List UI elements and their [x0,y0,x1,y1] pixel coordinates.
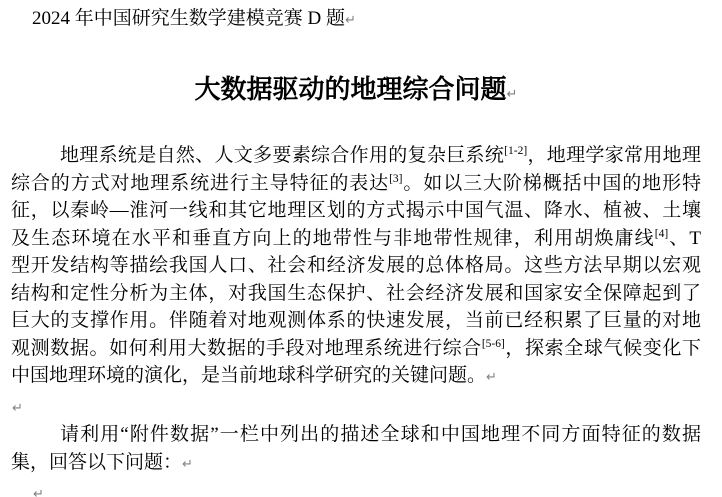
paragraph-mark-icon: ↵ [12,401,23,416]
body-text: ，地理学家常用地理 [527,145,701,166]
body-text: 中国地理环境的演化，是当前地球科学研究的关键问题。 [11,365,487,386]
text-line [11,142,701,170]
paragraph-mark-icon: ↵ [486,370,497,385]
body-text: 。如以三大阶梯概括中国的地形特 [402,172,701,194]
body-text: 征，以秦岭—淮河一线和其它地理区划的方式揭示中国气温、降水、植被、土壤 [11,200,701,221]
body-text: ，探索全球气候变化下 [504,337,701,359]
paragraph-mark-icon: ↵ [182,456,193,472]
page-title [11,72,701,113]
paragraph-mark-icon: ↵ [33,487,44,497]
text-line [11,335,701,363]
text-line [11,252,701,280]
doc-header-text: 2024 年中国研究生数学建模竞赛 D 题 [32,8,345,29]
text-line [11,197,701,225]
paragraph-mark-icon: ↵ [506,87,518,102]
body-text: 观测数据。如何利用大数据的手段对地理系统进行综合 [11,337,482,359]
citation-ref: [1-2] [504,145,528,157]
paragraph-intro [11,142,701,390]
text-line [11,280,701,308]
body-text: 巨大的支撑作用。伴随着对地观测体系的快速发展，当前已经积累了巨量的对地 [11,310,701,331]
body-text: 型开发结构等描绘我国人口、社会和经济发展的总体格局。这些方法早期以宏观 [11,255,701,276]
body-text: 、T [668,227,701,249]
text-line [11,307,701,335]
body-text: 及生态环境在水平和垂直方向上的地带性与非地带性规律，利用胡焕庸线 [11,227,655,249]
body-text: 请利用“附件数据”一栏中列出的描述全球和中国地理不同方面特征的数据 [60,424,701,445]
text-line [11,225,701,253]
doc-header-line [32,7,356,33]
doc-title-text: 大数据驱动的地理综合问题 [194,75,507,104]
citation-ref: [4] [654,227,669,240]
text-line [11,449,701,477]
text-line [11,421,701,449]
body-text: 地理系统是自然、人文多要素综合作用的复杂巨系统 [60,145,505,166]
body-text: 集，回答以下问题： [11,451,183,473]
text-line [11,362,701,390]
text-line [11,170,701,198]
paragraph-task [11,421,701,476]
body-text: 结构和定性分析为主体，对我国生态保护、社会经济发展和国家安全保障起到了 [11,282,701,304]
paragraph-mark-icon: ↵ [344,13,356,28]
citation-ref: [3] [389,172,403,185]
citation-ref: [5-6] [481,337,505,350]
body-text: 综合的方式对地理系统进行主导特征的表达 [11,172,390,194]
